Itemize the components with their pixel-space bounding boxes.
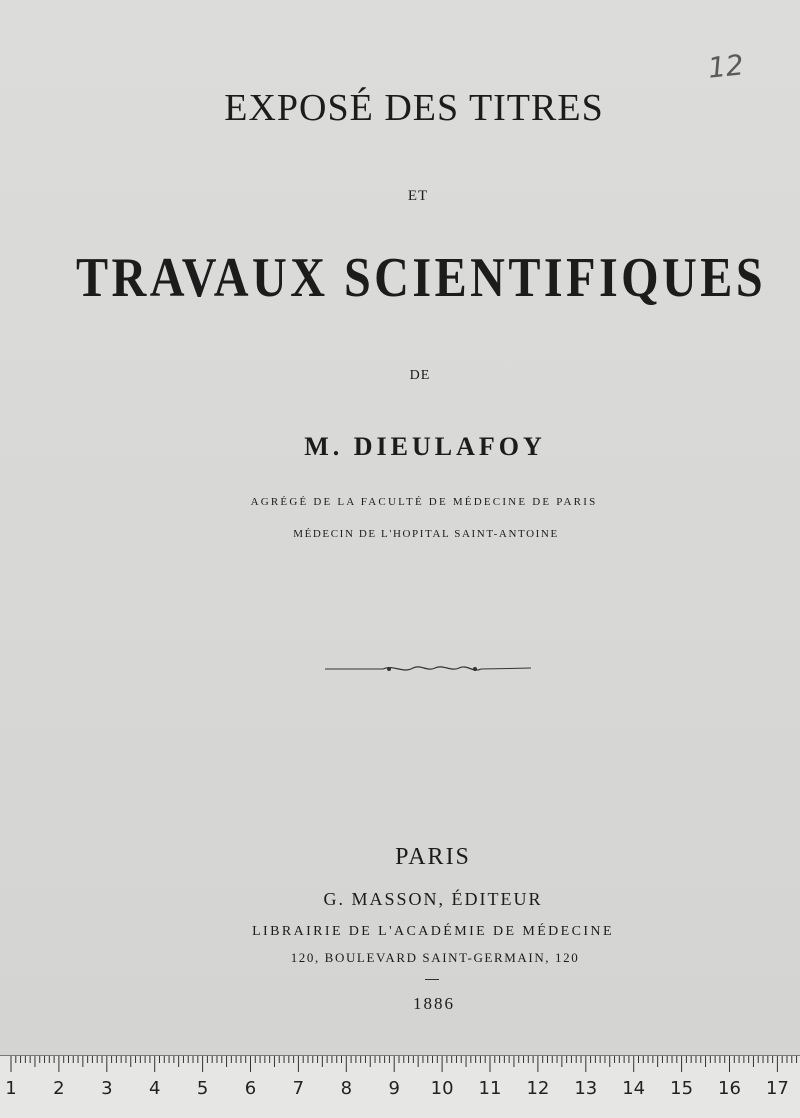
ruler-number: 16 [718, 1078, 741, 1099]
title-connector: ET [407, 188, 429, 204]
imprint-city: PARIS [395, 844, 471, 870]
ruler-number: 13 [574, 1078, 598, 1099]
measuring-ruler [0, 1055, 800, 1118]
ruler-number: 1 [5, 1078, 17, 1099]
imprint-rule [425, 979, 439, 980]
imprint-year: 1886 [413, 994, 455, 1013]
ruler-number: 8 [340, 1078, 353, 1099]
ruler-number: 12 [526, 1078, 550, 1099]
ornament-divider [323, 660, 533, 676]
imprint-library: LIBRAIRIE DE L'ACADÉMIE DE MÉDECINE [252, 924, 614, 939]
ruler-number: 14 [622, 1078, 646, 1099]
handwritten-page-number: 12 [706, 48, 746, 85]
ruler-number: 10 [430, 1078, 454, 1099]
ruler-number: 5 [196, 1078, 209, 1099]
ruler-number: 3 [101, 1078, 113, 1099]
title-by: DE [409, 368, 431, 383]
ruler-number: 15 [670, 1078, 694, 1099]
title-line-2: TRAVAUX SCIENTIFIQUES [76, 247, 767, 309]
ruler-number: 2 [53, 1078, 65, 1099]
imprint-address: 120, BOULEVARD SAINT-GERMAIN, 120 [290, 950, 580, 965]
title-line-1: EXPOSÉ DES TITRES [224, 87, 604, 129]
ruler-number: 7 [292, 1078, 305, 1099]
ruler-number: 6 [244, 1078, 257, 1099]
ruler-number: 4 [148, 1078, 161, 1099]
author-credential-2: MÉDECIN DE L'HOPITAL SAINT-ANTOINE [293, 528, 559, 540]
ruler-ticks [0, 1056, 800, 1080]
author-name: M. DIEULAFOY [304, 432, 546, 461]
ruler-number: 17 [765, 1078, 789, 1099]
author-credential-1: AGRÉGÉ DE LA FACULTÉ DE MÉDECINE DE PARIS [250, 496, 598, 508]
ruler-number: 9 [388, 1078, 400, 1099]
imprint-publisher: G. MASSON, ÉDITEUR [323, 889, 543, 909]
ruler-number: 11 [478, 1078, 502, 1099]
